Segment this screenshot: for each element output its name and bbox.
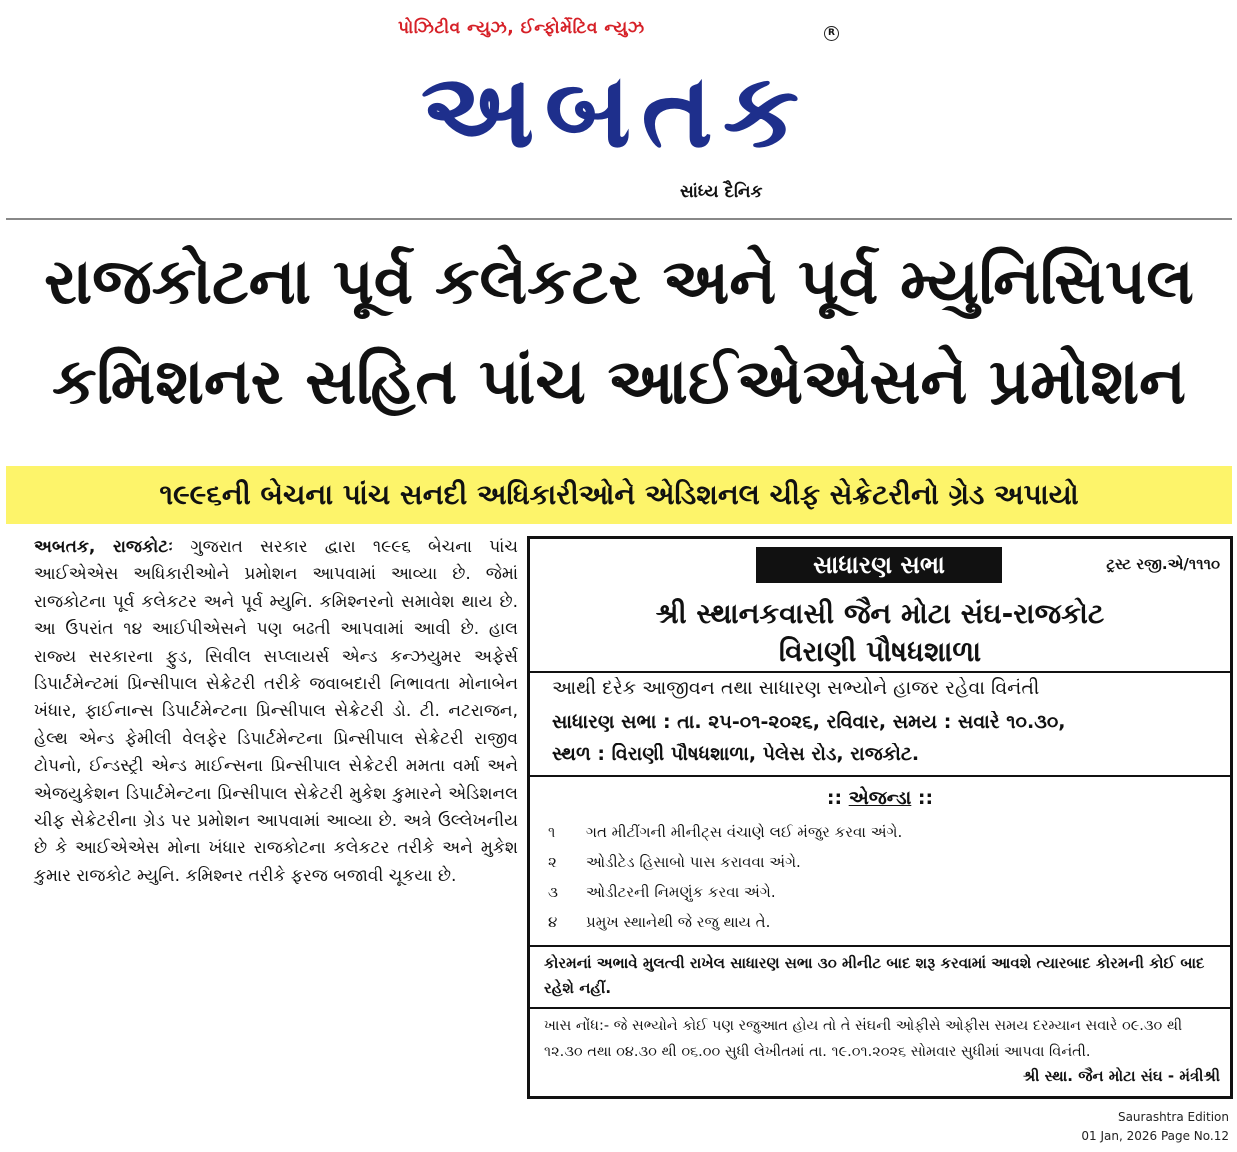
ad-divider (530, 945, 1230, 947)
headline-line-2: કમિશનર સહિત પાંચ આઈએએસને પ્રમોશન (52, 345, 1186, 418)
ad-quorum-notice: કોરમનાં અભાવે મુલત્વી રાખેલ સાધારણ સભા ૩૦ મીનીટ બાદ શરૂ કરવામાં આવશે ત્યારબાદ કોરમની કોઈ બાદ રહેશે નહીં. (544, 954, 1205, 997)
ad-trust-registration: ટ્રસ્ટ રજી.એ/૧૧૧૦ (1106, 555, 1220, 573)
edition-name: Saurashtra Edition (1117, 1110, 1229, 1124)
article-subheadline: ૧૯૯૬ની બેચના પાંચ સનદી અધિકારીઓને એડિશનલ ચીફ સેક્રેટરીનો ગ્રેડ અપાયો (6, 466, 1232, 524)
article-headline (6, 232, 1232, 432)
article-dateline: અબતક, રાજકોટઃ (34, 537, 174, 557)
agenda-item: ૩ ઓડીટરની નિમણુંક કરવા અંગે. (548, 883, 776, 901)
ad-venue: સ્થળ : વિરાણી પૌષધશાળા, પેલેસ રોડ, રાજકોટ. (552, 743, 920, 765)
ad-agenda-heading: :: એજન્ડા :: (826, 787, 934, 809)
edition-info (1081, 1108, 1229, 1146)
newspaper-logo: અબતક (420, 52, 810, 171)
edition-date-page: 01 Jan, 2026 Page No.12 (1081, 1129, 1229, 1143)
ad-title-line-1: શ્રી સ્થાનકવાસી જૈન મોટા સંઘ-રાજકોટ (655, 597, 1105, 630)
masthead-tagline: પોઝિટીવ ન્યુઝ, ઈન્ફોર્મેટિવ ન્યુઝ (398, 18, 645, 38)
ad-signature: શ્રી સ્થા. જૈન મોટા સંઘ - મંત્રીશ્રી (1022, 1067, 1220, 1085)
ad-header (530, 539, 1230, 589)
masthead-subtag: સાંધ્ય દૈનિક (680, 182, 763, 202)
article-body (34, 534, 518, 890)
ad-title-line-2: વિરાણી પૌષધશાળા (778, 635, 982, 668)
ad-special-note: ખાસ નોંધ:- જે સભ્યોને કોઈ પણ રજુઆત હોય તો તે સંઘની ઓફીસે ઓફીસ સમય દરમ્યાન સવારે ૦૯.૩૦ થી ૧૨.૩૦ તથા ૦૪.૩૦ થી ૦૬.૦૦ સુધી લેખીતમાં તા. ૧૯.૦૧.૨૦૨૬ સોમવાર સુધીમાં આપવા વિનંતી. (544, 1018, 1183, 1060)
agenda-item: ૨ ઓડીટેડ હિસાબો પાસ કરાવવા અંગે. (548, 853, 801, 871)
meeting-notice-ad (527, 536, 1233, 1099)
ad-divider (530, 671, 1230, 673)
headline-line-1: રાજકોટના પૂર્વ કલેકટર અને પૂર્વ મ્યુનિસિપલ (44, 245, 1194, 318)
article-text: ગુજરાત સરકાર દ્વારા ૧૯૯૬ બેચના પાંચ આઈએએસ અધિકારીઓને પ્રમોશન આપવામાં આવ્યા છે. જેમાં રાજકોટના પૂર્વ કલેકટર અને પૂર્વ મ્યુનિ. કમિશ્નરનો સમાવેશ થાય છે. આ ઉપરાંત ૧૪ આઈપીએસને પણ બઢતી આપવામાં આવી છે. હાલ રાજ્ય સરકારના ફુડ, સિવીલ સપ્લાયર્સ એન્ડ કન્ઝયુમર અફેર્સ ડિપાર્ટમેન્ટમાં પ્રિન્સીપાલ સેક્રેટરી તરીકે જવાબદારી નિભાવતા મોનાબેન ખંધાર, ફાઈનાન્સ ડિપાર્ટમેન્ટના પ્રિન્સીપાલ સેક્રેટરી ડો. ટી. નટરાજન, હેલ્થ એન્ડ ફેમીલી વેલફેર ડિપાર્ટમેન્ટના પ્રિન્સીપાલ સેક્રેટરી રાજીવ ટોપનો, ઈન્ડસ્ટ્રી એન્ડ માઈન્સના પ્રિન્સીપાલ સેક્રેટરી મમતા વર્મા અને એજયુકેશન ડિપાર્ટમેન્ટના પ્રિન્સીપાલ સેક્રેટરી મુકેશ કુમારને એડિશનલ ચીફ સેક્રેટરીના ગ્રેડ પર પ્રમોશન આપવામાં આવ્યા છે. અત્રે ઉલ્લેખનીય છે કે આઈએએસ મોના ખંધાર રાજકોટના કલેકટર તરીકે અને મુકેશ કુમાર રાજકોટ મ્યુનિ. કમિશ્નર તરીકે ફરજ બજાવી ચૂકયા છે. (34, 537, 518, 886)
ad-agenda-label: એજન્ડા (848, 787, 912, 809)
ad-title (530, 595, 1230, 671)
ad-badge: સાધારણ સભા (756, 547, 1002, 583)
ad-meeting-details: સાધારણ સભા : તા. ૨૫-૦૧-૨૦૨૬, રવિવાર, સમય : સવારે ૧૦.૩૦, (552, 711, 1066, 733)
masthead-divider (6, 218, 1232, 220)
registered-mark-icon: R (824, 26, 839, 41)
agenda-item: ૧ ગત મીટીંગની મીનીટ્સ વંચાણે લઈ મંજુર કરવા અંગે. (548, 823, 903, 841)
ad-divider (530, 1007, 1230, 1009)
masthead (390, 14, 850, 214)
ad-divider (530, 775, 1230, 777)
agenda-item: ૪ પ્રમુખ સ્થાનેથી જે રજુ થાય તે. (548, 913, 771, 931)
ad-invitation: આથી દરેક આજીવન તથા સાધારણ સભ્યોને હાજર રહેવા વિનંતી (552, 677, 1040, 699)
